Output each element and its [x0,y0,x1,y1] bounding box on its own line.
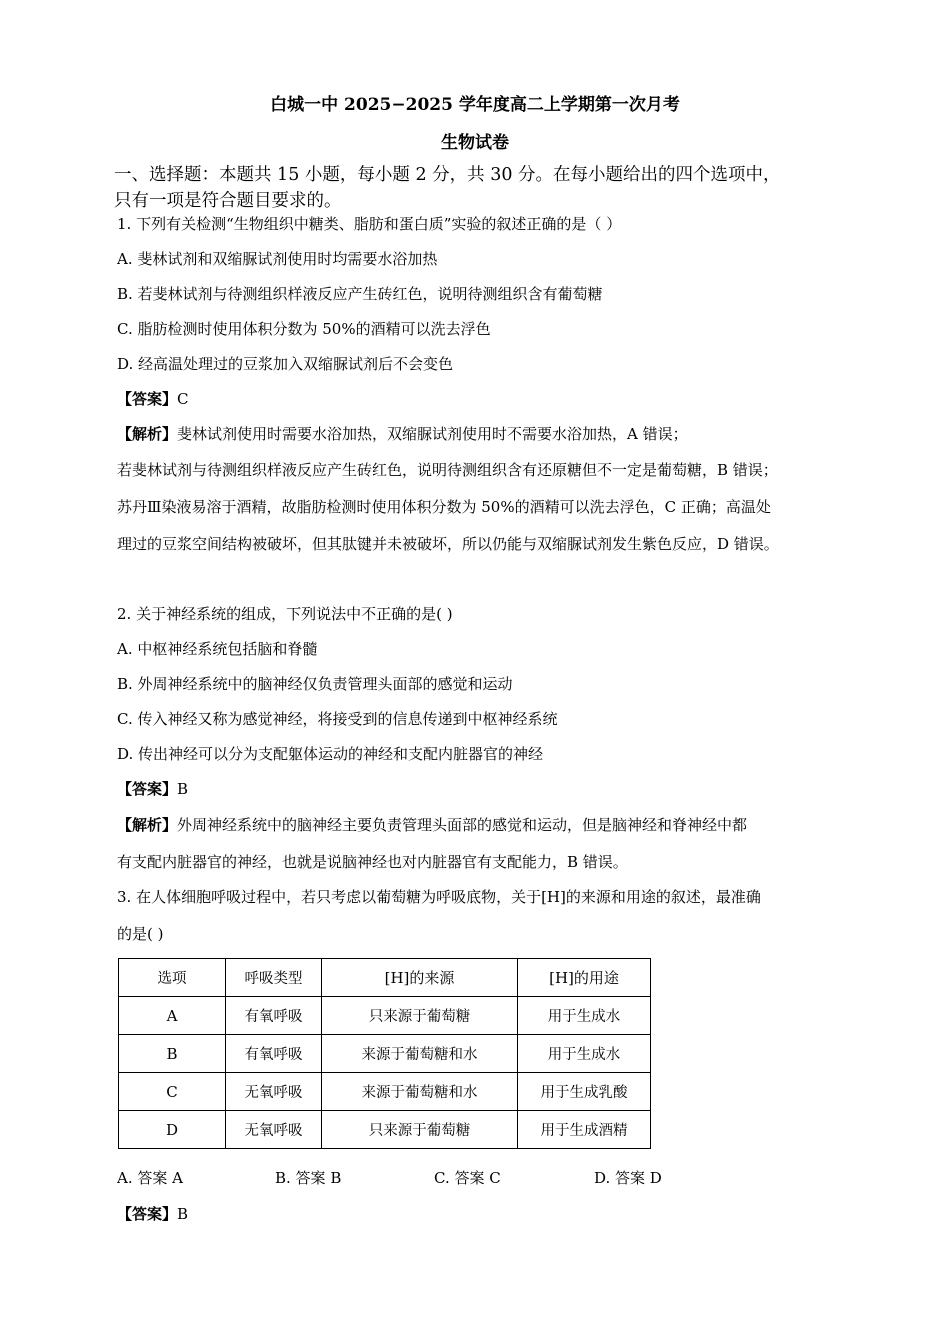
answer-value: C [177,390,189,408]
table-cell: 有氧呼吸 [226,997,322,1035]
table-header-cell: [H]的用途 [518,959,651,997]
q2-answer [117,778,188,799]
q1-analysis-line3: 苏丹Ⅲ染液易溶于酒精，故脂肪检测时使用体积分数为 50%的酒精可以洗去浮色，C 正确；高温处 [117,498,771,516]
analysis-label: 【解析】 [117,425,178,443]
q1-answer [117,388,189,409]
table-row [119,1111,651,1149]
table-row [119,997,651,1035]
q3-answer [117,1203,188,1224]
table-cell: C [119,1073,226,1111]
table-row [119,1035,651,1073]
q3-stem-line2: 的是( ) [117,925,164,943]
table-cell: 只来源于葡萄糖 [322,997,518,1035]
table-header-cell: 呼吸类型 [226,959,322,997]
table-row [119,1073,651,1111]
q1-analysis-line1 [117,423,688,444]
q1-analysis-line2: 若斐林试剂与待测组织样液反应产生砖红色，说明待测组织含有还原糖但不一定是葡萄糖，B 错误； [117,461,778,479]
analysis-text: 外周神经系统中的脑神经主要负责管理头面部的感觉和运动，但是脑神经和脊神经中都 [177,816,748,834]
q3-stem-line1: 3. 在人体细胞呼吸过程中，若只考虑以葡萄糖为呼吸底物，关于[H]的来源和用途的叙述，最准确 [117,888,761,906]
q2-analysis-line2: 有支配内脏器官的神经，也就是说脑神经也对内脏器官有支配能力，B 错误。 [117,853,628,871]
q2-option-b: B. 外周神经系统中的脑神经仅负责管理头面部的感觉和运动 [117,675,513,693]
answer-value: B [177,1205,189,1223]
q3-choice-a: A. 答案 A [117,1169,183,1187]
table-cell: D [119,1111,226,1149]
q1-option-c: C. 脂肪检测时使用体积分数为 50%的酒精可以洗去浮色 [117,320,491,338]
table-cell: 来源于葡萄糖和水 [322,1035,518,1073]
q2-option-d: D. 传出神经可以分为支配躯体运动的神经和支配内脏器官的神经 [117,745,544,763]
exam-title: 白城一中 2025−2025 学年度高二上学期第一次月考 [270,95,680,115]
table-cell: 用于生成乳酸 [518,1073,651,1111]
analysis-label: 【解析】 [117,816,178,834]
table-cell: 用于生成水 [518,997,651,1035]
q1-stem: 1. 下列有关检测“生物组织中糖类、脂肪和蛋白质”实验的叙述正确的是（ ） [117,215,622,233]
q2-option-a: A. 中枢神经系统包括脑和脊髓 [117,640,318,658]
table-header-cell: [H]的来源 [322,959,518,997]
table-cell: A [119,997,226,1035]
table-cell: 只来源于葡萄糖 [322,1111,518,1149]
table-cell: 有氧呼吸 [226,1035,322,1073]
section-instruction-line1: 一、选择题：本题共 15 小题，每小题 2 分，共 30 分。在每小题给出的四个选项中， [114,165,781,185]
q3-choice-d: D. 答案 D [594,1169,662,1187]
q2-option-c: C. 传入神经又称为感觉神经，将接受到的信息传递到中枢神经系统 [117,710,558,728]
q2-stem: 2. 关于神经系统的组成，下列说法中不正确的是( ) [117,605,453,623]
q1-analysis-line4: 理过的豆浆空间结构被破坏，但其肽键并未被破坏，所以仍能与双缩脲试剂发生紫色反应，D 错误。 [117,535,779,553]
table-header-cell: 选项 [119,959,226,997]
q1-option-a: A. 斐林试剂和双缩脲试剂使用时均需要水浴加热 [117,250,438,268]
table-cell: 用于生成酒精 [518,1111,651,1149]
answer-label: 【答案】 [117,1205,178,1223]
answer-label: 【答案】 [117,390,178,408]
section-instruction-line2: 只有一项是符合题目要求的。 [114,191,342,211]
table-cell: 用于生成水 [518,1035,651,1073]
q3-choice-b: B. 答案 B [275,1169,342,1187]
q1-option-d: D. 经高温处理过的豆浆加入双缩脲试剂后不会变色 [117,355,454,373]
table-cell: 无氧呼吸 [226,1111,322,1149]
analysis-text: 斐林试剂使用时需要水浴加热，双缩脲试剂使用时不需要水浴加热，A 错误； [177,425,688,443]
q1-option-b: B. 若斐林试剂与待测组织样液反应产生砖红色，说明待测组织含有葡萄糖 [117,285,603,303]
table-cell: 无氧呼吸 [226,1073,322,1111]
exam-subtitle: 生物试卷 [441,133,509,153]
q3-choice-c: C. 答案 C [434,1169,501,1187]
answer-value: B [177,780,189,798]
q3-options-table [118,958,651,1149]
table-cell: B [119,1035,226,1073]
q2-analysis-line1 [117,814,747,835]
answer-label: 【答案】 [117,780,178,798]
table-header-row [119,959,651,997]
table-cell: 来源于葡萄糖和水 [322,1073,518,1111]
